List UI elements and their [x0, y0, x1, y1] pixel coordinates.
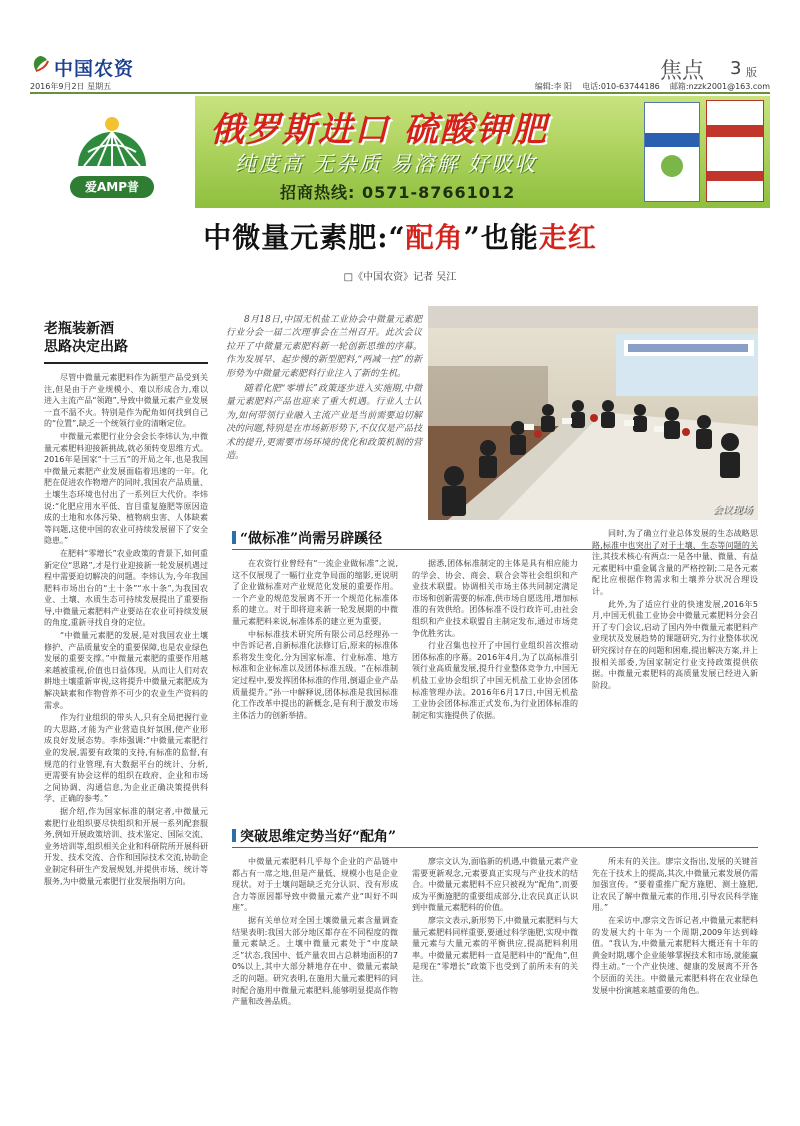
- section-heading-supporting-role: 突破思维定势当好“配角”: [232, 826, 396, 846]
- ad-brand-name: 爱AMP普: [70, 176, 154, 198]
- paragraph: 作为行业组织的带头人,只有全局把握行业的大思路,才能为产业营造良好氛围,使产业形成良好发展态势。李炜强调:“中微量元素肥行业的发展,需要有政策的支持,有标准的监督,有规范的行业管理,有大数据平台的统计、分析,更需要有协会这样的组织在政府、企业和市场之间协调、沟通信息,为企业正确决策提供科学、正确的参考。”: [44, 713, 208, 804]
- ad-hotline: 招商热线: 0571-87661012: [280, 183, 516, 202]
- ad-tagline: 纯度高 无杂质 易溶解 好吸收: [235, 152, 538, 176]
- paragraph: 据有关单位对全国土壤微量元素含量调查结果表明:我国大部分地区都存在不同程度的微量元素缺乏。土壤中微量元素处于“中度缺乏”状态,我国中、低产量农田占总耕地面积的70%以上,其中大部分耕地存在中、微量元素缺乏的问题。研究表明,在施用大量元素肥料的同时配合施用中微量元素肥料,能够明显提高作物产量和改善品质。: [232, 915, 398, 1007]
- fertilizer-bag-image: [706, 100, 764, 202]
- conference-scene-image: [428, 306, 758, 520]
- paragraph: 廖宗文表示,新形势下,中微量元素肥料与大量元素肥料同样重要,要通过科学施肥,实现中微量元素与大量元素的平衡供应,提高肥料利用率。中微量元素肥料一直是肥料中的“配角”,但是现在“零增长”政策下也受到了前所未有的关注。: [412, 915, 578, 983]
- meeting-photo: [428, 306, 758, 520]
- article-column-left: [44, 320, 208, 888]
- article-column: [232, 856, 398, 1009]
- globe-logo-icon: [74, 108, 150, 168]
- masthead-divider: [30, 92, 770, 94]
- paragraph: 所未有的关注。廖宗文指出,发展的关键首先在于技术上的提高,其次,中微量元素发展仍需加强宣传。“要着重推广配方施肥、测土施肥,让农民了解中微量元素的作用,引导农民科学施用。”: [592, 857, 758, 913]
- advertisement-banner: [30, 96, 770, 208]
- photo-caption: 会议现场: [712, 505, 752, 516]
- lead-paragraph: 随着化肥“零增长”政策逐步进入实施期,中微量元素肥料产品也迎来了重大机遇。行业人士认为,如何带领行业融入主流产业是当前需要迫切解决的问题,特别是在市场新形势下,不仅仅是产品技术的提升,更需要市场环境的优化和政策机制的营造。: [226, 384, 422, 462]
- masthead-contact: [535, 81, 770, 92]
- subheading: 老瓶装新酒 思路决定出路: [44, 321, 128, 355]
- paragraph: 廖宗文认为,面临新的机遇,中微量元素产业需要更新观念,元素要真正实现与产业技术的结合。中微量元素肥料不应只被视为“配角”,而要成为平衡施肥的重要组成部分,让农民真正认识到中微量元素肥料的价值。: [412, 857, 578, 913]
- phone-number: 电话:010-63744186: [582, 82, 660, 91]
- title-accent: 配角: [405, 221, 464, 254]
- column-body: [44, 372, 208, 887]
- section-name: 焦点: [660, 59, 705, 84]
- paragraph: 在农资行业曾经有“一流企业做标准”之说,这不仅展现了一幅行业竞争局面的缩影,更说明了企业做标准对产业规范化发展的重要作用。一个产业的规范发展离不开一个规范化标准体系的建立。对于即将迎来新一轮发展期的中微量元素肥料来说,标准体系的建立更为重要。: [232, 559, 398, 626]
- editor-credit: 编辑:李 阳: [534, 82, 573, 91]
- leaf-logo-icon: [30, 54, 50, 74]
- paragraph: 此外,为了适应行业的快速发展,2016年5月,中国无机盐工业协会中微量元素肥料分会召开了专门会议,启动了国内外中微量元素肥料产业现状及发展趋势的课题研究,为行业整体状况研究探讨存在的问题和困难,提出解决方案,并上报相关部委,为国家制定行业支持政策提供依据。中微量元素肥料的高质量发展已经进入新阶段。: [592, 599, 758, 690]
- page-unit: 版: [746, 66, 757, 79]
- paper-name: 中国农资: [54, 58, 135, 80]
- article-column: [592, 528, 758, 692]
- paragraph: 尽管中微量元素肥料作为新型产品受到关注,但是由于产业规模小、难以形成合力,难以进入主流产品“领跑”,导致中微量元素产业发展一直不温不火。特别是作为配角如何找到自己的“位置”,缺乏一个统领行业的清晰定位。: [44, 373, 208, 429]
- paragraph: 在采访中,廖宗文告诉记者,中微量元素肥料的发展大约十年为一个周期,2009年达到峰值。“我认为,中微量元素肥料大概还有十年的黄金时期,哪个企业能够掌握技术和市场,就能赢得主动。”一个产业快速、健康的发展离不开各个层面的关注。中微量元素肥料将在农业绿色发展中扮演越来越重要的角色。: [592, 915, 758, 995]
- article-byline: □《中国农资》记者 吴江: [343, 272, 457, 283]
- page-number: 3: [730, 58, 742, 79]
- paragraph: 据悉,团体标准制定的主体是具有相应能力的学会、协会、商会、联合会等社会组织和产业技术联盟。协调相关市场主体共同制定满足市场和创新需要的标准,供市场自愿选用,增加标准的有效供给。团体标准不设行政许可,由社会组织和产业技术联盟自主制定发布,通过市场竞争优胜劣汰。: [412, 559, 578, 638]
- paragraph: 在肥料“零增长”农业政策的背景下,如何重新定位“思路”,才是行业迎接新一轮发展机遇过程中需要迫切解决的问题。李炜认为,今年我国肥料市场出台的“土十条”“水十条”,为我国农业、土壤、水质生态可持续发展提出了重要指导,中微量元素肥料产业要站在农业可持续发展的角度,重新寻找自身的定位。: [44, 548, 208, 628]
- paragraph: 行业召集也拉开了中国行业组织首次推动团体标准的序幕。2016年4月,为了以高标准引领行业高质量发展,提升行业整体竞争力,中国无机盐工业协会组织了中国无机盐工业协会团体标准管理办法。2016年6月17日,中国无机盐工业协会团体标准正式发布,为行业团体标准的制定和实施提供了依据。: [412, 641, 578, 720]
- paragraph: 据介绍,作为国家标准的制定者,中微量元素肥行业组织要尽快组织和开展一系列配套服务,例如开展政策培训、技术鉴定、国际交流、业务培训等,组织相关企业和科研院所开展科研开发、技术交流、合作和国际技术交流,协助企业制定科研生产发展规划,并提供市场、统计等服务,为中微量元素肥行业发展指明方向。: [44, 806, 208, 886]
- title-accent: 走红: [538, 221, 597, 254]
- fertilizer-bag-image: [644, 102, 700, 202]
- article-lead: [226, 314, 422, 465]
- article-column: [412, 856, 578, 986]
- paragraph: 中标标准技术研究所有限公司总经理孙一中告诉记者,自新标准化法修订后,原来的标准体系将发生变化,分为国家标准、行业标准、地方标准和企业标准以及团体标准五级。“在标准制定过程中,要发挥团体标准的作用,倒逼企业产品质量提升。”孙一中解释说,团体标准是我国标准化工作改革中提出的新概念,是有利于激发市场主体活力的创新举措。: [232, 629, 398, 720]
- publication-date: 2016年9月2日 星期五: [30, 82, 112, 91]
- email-address: 邮箱:nzzk2001@163.com: [669, 82, 770, 91]
- paragraph: “中微量元素肥的发展,是对我国农业土壤修护、产品质量安全的重要保障,也是农业绿色发展的重要支撑。”中微量元素肥的重要作用越来越被重视,价值也日益体现。从而让人们对农耕地土壤重新审视,这将提升中微量元素肥成为解决缺素和作物营养不可少的农业生产资料的需求。: [44, 631, 208, 710]
- subheading-rule: [44, 362, 208, 364]
- paragraph: 中微量元素肥料几乎每个企业的产品链中都占有一席之地,但是产量低、规模小也是企业现状。对于土壤问题缺乏充分认识、没有形成合力等原因都导致中微量元素产业“叫好不叫座”。: [232, 857, 398, 913]
- section-rule: [232, 847, 758, 848]
- ad-logo-panel: [30, 96, 195, 208]
- article-title: 中微量元素肥:“配角”也能走红: [203, 221, 597, 254]
- paragraph: 中微量元素肥行业分会会长李炜认为,中微量元素肥料迎接新挑战,就必须转变思维方式。2016年是国家“十三五”的开局之年,也是我国中微量元素肥产业发展面临着迅速的一年。化肥在促进农作物增产的同时,我国农产品质量、土壤生态环境也付出了一系列巨大代价。李炜说:“化肥应用水平低、盲目重复施肥等原因造成的土地和水体污染、植物病虫害、人体缺素等问题,这使中国的农业可持续发展留下了安全隐患。”: [44, 431, 208, 546]
- lead-paragraph: 8月18日,中国无机盐工业协会中微量元素肥行业分会一届二次理事会在兰州召开。此次会议拉开了中微量元素肥料新一轮创新思维的序幕。作为发展早、起步慢的新型肥料,“两减一控”的新形势为中微量元素肥料行业注入了新的生机。: [226, 315, 422, 379]
- article-column: [412, 558, 578, 722]
- paragraph: 同时,为了确立行业总体发展的生态战略思路,标准中也突出了对于土壤、生态等问题的关注,其技术核心有两点:一是各中量、微量、有益元素肥料中重金属含量的严格控制;二是各元素配比应根据作物需求和土壤养分状况合理设计。: [592, 529, 758, 596]
- article-column: [232, 558, 398, 722]
- article-column: [592, 856, 758, 997]
- section-heading-standards: “做标准”尚需另辟蹊径: [232, 528, 382, 548]
- masthead: [30, 48, 770, 94]
- ad-headline: 俄罗斯进口 硫酸钾肥: [210, 110, 548, 150]
